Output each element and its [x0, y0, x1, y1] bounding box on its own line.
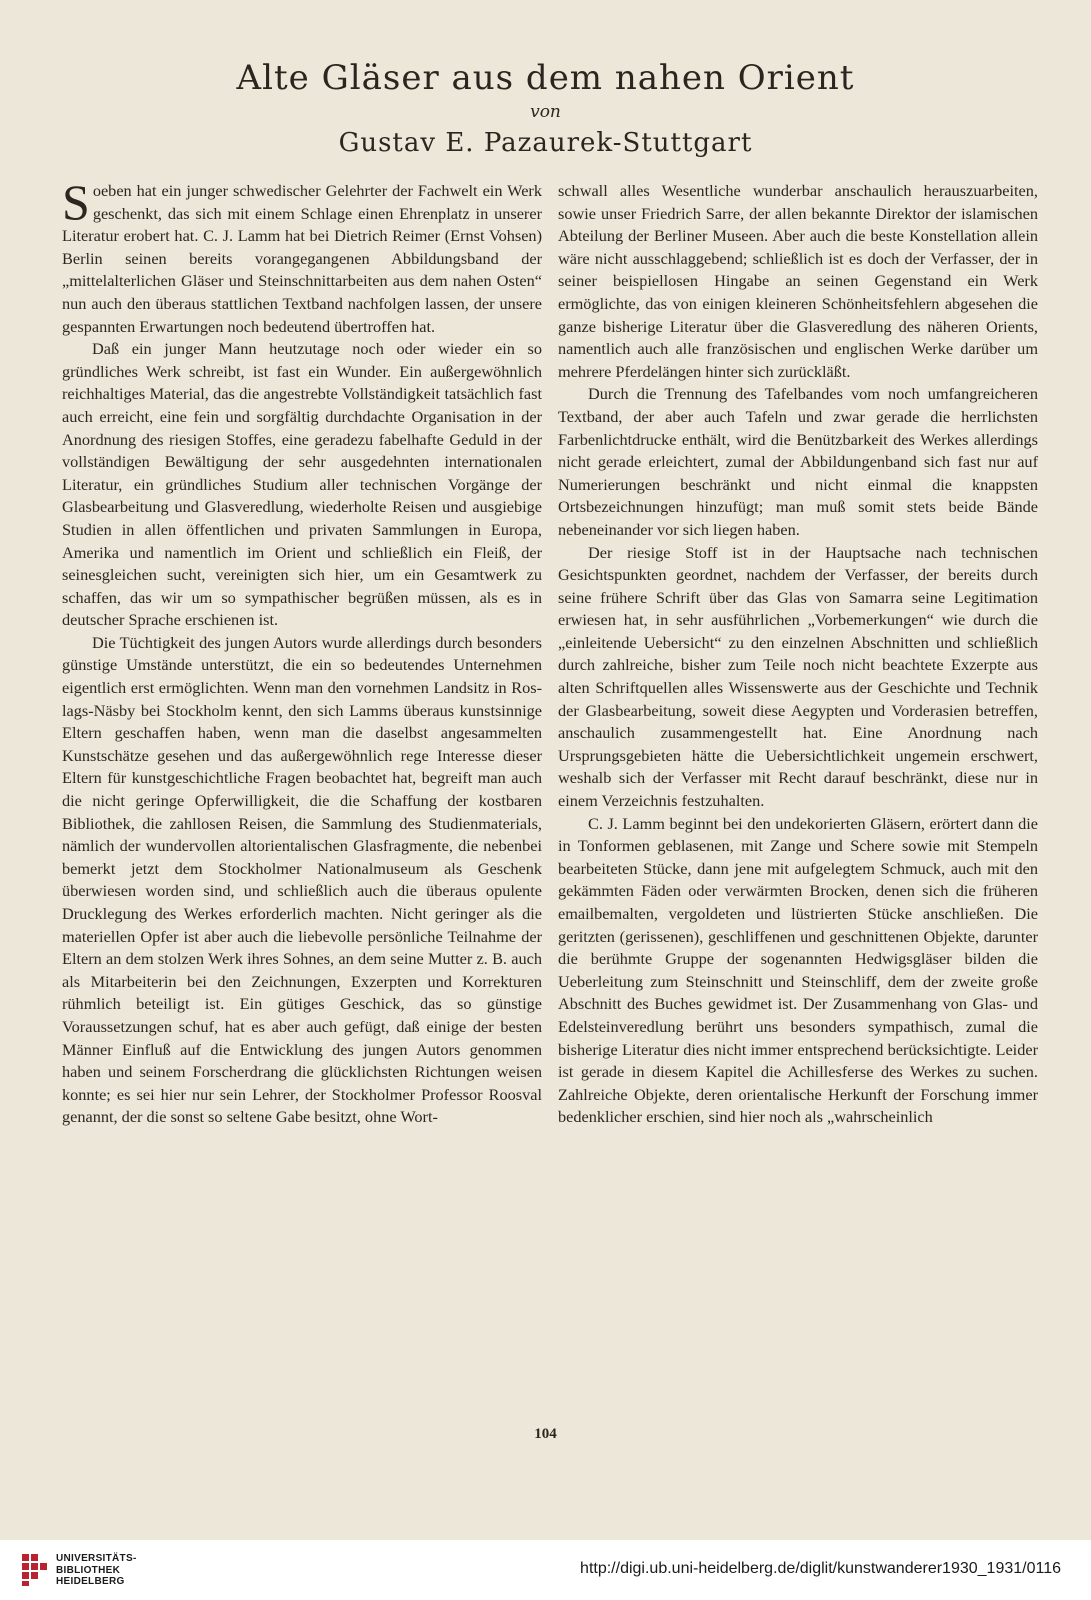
source-url-link[interactable]: http://digi.ub.uni-heidelberg.de/diglit/kunstwanderer1930_1931/0116 [580, 1560, 1061, 1577]
paragraph: schwall alles Wesentliche wunderbar anschaulich herauszuarbeiten, sowie unser Friedrich Sarre, der allen bekannte Direktor der islamischen Abteilung der Berliner Museen. Aber auch die beste Konstellation allein wäre nicht ausschlaggebend; schließlich ist es doch der Verfasser, der in seiner beispiellosen Hingabe an seinen Gegenstand ein Werk ermöglichte, das von einigen kleineren Schönheitsfehlern abgesehen die ganze bisherige Literatur über die Glasveredlung des näheren Orients, namentlich auch alle französischen und englischen Werke darüber um mehrere Pferdelängen hinter sich zurückläßt. [558, 181, 1038, 381]
drop-cap: S [62, 174, 90, 230]
paragraph: Durch die Trennung des Tafelbandes vom noch umfangreicheren Textband, der aber auch Tafeln und zwar gerade die herrlichsten Farbenlichtdrucke enthält, wird die Benützbarkeit des Werkes allerdings nicht gerade erleichtert, zumal der Abbildungenband sich fast nur auf Numerierungen beschränkt und nicht einmal die knappsten Ortsbezeichnungen hinzufügt; man muß somit stets beide Bände nebeneinander vor sich liegen haben. [558, 384, 1038, 539]
paragraph: Die Tüchtigkeit des jungen Autors wurde allerdings durch besonders günstige Umstände unterstützt, die ein so bedeutendes Unternehmen eigentlich erst ermöglichten. Wenn man den vornehmen Landsitz in Roslags-Näsby bei Stockholm kennt, den sich Lamms überaus kunstsinnige Eltern geschaffen haben, wenn man die daselbst angesammelten Kunstschätze gesehen und das außergewöhnlich rege Interesse dieser Eltern für kunstgeschichtliche Fragen beobachtet hat, begreift man auch die nicht geringe Opferwilligkeit, die die Schaffung der kostbaren Bibliothek, die zahllosen Reisen, die Sammlung des Studienmaterials, nämlich der wundervollen altorientalischen Glasfragmente, die nebenbei bemerkt jetzt dem Stockholmer Nationalmuseum als Geschenk überwiesen worden sind, und schließlich auch die überaus opulente Drucklegung des Werkes erforderlich machten. Nicht geringer als die materiellen Opfer ist aber auch die liebevolle persönliche Teilnahme der Eltern an dem stolzen Werk ihres Sohnes, an dem seine Mutter z. B. auch als Mitarbeiterin bei den Zeichnungen, Exzerpten und Korrekturen rühmlich beteiligt ist. Ein gütiges Geschick, das so günstige Voraussetzungen schuf, hat es aber auch gefügt, daß einige der besten Männer Einfluß auf die Entwicklung des jungen Autors genommen haben und seinem Forscherdrang die glücklichsten Richtungen weisen konnte; es sei hier nur sein Lehrer, der Stockholmer Professor Roosval genannt, der die sonst so seltene Gabe besitzt, ohne Wort- [62, 632, 542, 1127]
byline: von [530, 102, 561, 122]
paragraph: C. J. Lamm beginnt bei den undekorierten Gläsern, erörtert dann die in Tonformen geblasenen, mit Zange und Schere sowie mit Stempeln bearbeiteten Stücke, dann jene mit aufgelegtem Schmuck, auch mit den gekämmten Fäden oder verwärmten Brocken, denen sich die früheren emailbemalten, vergoldeten und lüstrierten Stücke anschließen. Die geritzten (gerissenen), geschliffenen und geschnittenen Objekte, darunter die berühmte Gruppe der sogenannten Hedwigsgläser bilden die Ueberleitung zum Steinschnitt und Steinschliff, dem der zweite große Abschnitt des Buches gewidmet ist. Der Zusammenhang von Glas- und Edelsteinveredlung berührt uns besonders sympathisch, zumal die bisherige Literatur dies nicht immer entsprechend berücksichtigte. Leider ist gerade in diesem Kapitel die Achillesferse des Werkes zu suchen. Zahlreiche Objekte, deren orientalische Herkunft der Forschung immer bedenklicher erschien, sind hier noch als „wahrscheinlich [558, 813, 1038, 1127]
paragraph: Der riesige Stoff ist in der Hauptsache nach technischen Gesichtspunkten geordnet, nachdem der Verfasser, der bereits durch seine frühere Schrift über das Glas von Samarra seine Legitimation erwiesen hat, in sehr ausführlichen „Vorbemerkungen“ wie durch die „einleitende Uebersicht“ zu den einzelnen Abschnitten und schließlich durch zahlreiche, bisher zum Teile noch nicht beachtete Exzerpte aus alten Schriftquellen alles Wissenswerte aus der Geschichte und Technik der Glasbearbeitung, soweit diese Aegypten und Vorderasien betreffen, anschaulich zusammengestellt hat. Eine Anordnung nach Ursprungsgebieten hätte die Uebersichtlichkeit ungemein erschwert, weshalb sich der Verfasser mit Recht darauf beschränkt, diese nur in einem Verzeichnis festzuhalten. [558, 542, 1038, 811]
paragraph [62, 174, 542, 338]
paragraph-text: oeben hat ein junger schwedischer Gelehrter der Fachwelt ein Werk geschenkt, das sich mit einem Schlage einen Ehrenplatz in unserer Literatur erobert hat. C. J. Lamm hat bei Dietrich Reimer (Ernst Vohsen) Berlin seinen bereits vorangegangenen Abbildungsband der „mittelalterlichen Gläser und Steinschnittarbeiten aus dem nahen Osten“ nun auch den überaus stattlichen Textband nachfolgen lassen, der unsere gespannten Erwartungen noch bedeutend übertroffen hat. [62, 181, 542, 336]
footer-bar [0, 1540, 1091, 1600]
paragraph: Daß ein junger Mann heutzutage noch oder wieder ein so gründliches Werk schreibt, ist fast ein Wunder. Ein außergewöhnlich reichhaltiges Material, das die angestrebte Vollständigkeit tatsächlich fast auch erreicht, eine fein und sorgfältig durchdachte Organisation in der Anordnung des riesigen Stoffes, eine geradezu fabelhafte Geduld in der vollständigen Bewältigung der sehr ausgedehnten internationalen Literatur, ein gründliches Studium aller technischen Vorgänge der Glasbearbeitung und Glasveredlung, wiederholte Reisen und ausgiebige Studien in allen öffentlichen und privaten Sammlungen in Europa, Amerika und namentlich im Orient und schließlich ein Fleiß, der seinesgleichen sucht, vereinigten sich hier, um ein Gesamtwerk zu schaffen, das wir um so sympathischer begrüßen müssen, als es in deutscher Sprache erschienen ist. [62, 339, 542, 630]
library-logo-icon [22, 1554, 48, 1586]
page-number: 104 [534, 1426, 557, 1442]
author-name: Gustav E. Pazaurek-Stuttgart [338, 128, 753, 158]
right-column [558, 180, 1038, 1129]
library-line: HEIDELBERG [56, 1576, 125, 1587]
left-column [62, 174, 542, 1129]
library-line: UNIVERSITÄTS- [56, 1553, 137, 1564]
library-line: BIBLIOTHEK [56, 1564, 121, 1576]
article-title: Alte Gläser aus dem nahen Orient [236, 58, 855, 98]
library-name [56, 1553, 137, 1588]
